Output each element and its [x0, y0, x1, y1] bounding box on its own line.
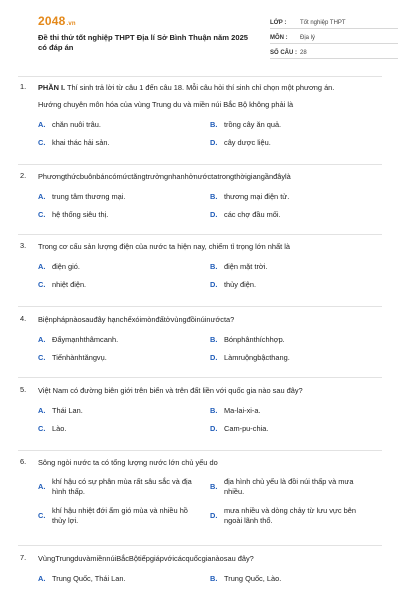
question-4: [18, 314, 382, 363]
option-a[interactable]: A. khí hậu có sự phân mùa rất sâu sắc và địa hình thấp.: [38, 477, 192, 496]
option-a[interactable]: A. Trung Quốc, Thái Lan.: [38, 574, 126, 583]
option-b[interactable]: B. Bónphânthíchhợp.: [210, 335, 285, 344]
question-number: 7.: [20, 553, 27, 562]
question-text: Việt Nam có đường biên giới trên biển và trên đất liền với quốc gia nào sau đây?: [38, 386, 303, 395]
meta-key: LỚP :: [270, 20, 287, 26]
divider: [18, 234, 382, 235]
question-text: Trong cơ cấu sản lượng điện của nước ta hiện nay, chiếm tỉ trọng lớn nhất là: [38, 242, 290, 251]
divider: [18, 76, 382, 77]
option-b[interactable]: B. trồng cây ăn quả.: [210, 120, 282, 129]
option-c[interactable]: C. khai thác hải sản.: [38, 138, 110, 147]
option-c[interactable]: C. hệ thống siêu thị.: [38, 210, 109, 219]
question-text: Sông ngòi nước ta có tổng lượng nước lớn chủ yếu do: [38, 458, 218, 467]
question-5: [18, 385, 382, 434]
answer-options: [18, 335, 382, 363]
option-b[interactable]: B. điện mặt trời.: [210, 262, 268, 271]
option-d[interactable]: D. cây dược liệu.: [210, 138, 271, 147]
option-c[interactable]: C. khí hậu nhiệt đới ẩm gió mùa và nhiều hồ thủy lợi.: [38, 506, 188, 525]
question-text: Phươngthứcbuônbáncómứctăngtrưởngnhanhởnướctatrongthờigiangầnđâylà: [38, 172, 291, 181]
question-6: [18, 457, 382, 526]
question-number: 4.: [20, 314, 27, 323]
meta-row-subject: [270, 29, 398, 44]
question-text: PHẦN I. Thí sinh trả lời từ câu 1 đến câu 18. Mỗi câu hỏi thí sinh chỉ chọn một phương án.: [38, 83, 335, 92]
divider: [18, 377, 382, 378]
option-d[interactable]: D. Làmruộngbậcthang.: [210, 353, 290, 362]
answer-options: [18, 406, 382, 434]
divider: [18, 450, 382, 451]
exam-meta: [270, 14, 398, 59]
exam-header: [18, 0, 382, 56]
divider: [18, 164, 382, 165]
option-c[interactable]: C. Lào.: [38, 424, 67, 433]
option-c[interactable]: C. Tiếnhànhtăngvụ.: [38, 353, 107, 362]
meta-key: MÔN :: [270, 35, 288, 41]
option-b[interactable]: B. địa hình chủ yếu là đồi núi thấp và mưa nhiều.: [210, 477, 354, 496]
meta-row-class: [270, 14, 398, 29]
question-text: VùngTrungduvàmiềnnúiBắcBộtiếpgiápvớicácquốcgianàosau đây?: [38, 554, 254, 563]
option-b[interactable]: B. Trung Quốc, Lào.: [210, 574, 282, 583]
divider: [18, 545, 382, 546]
option-b[interactable]: B. Ma-lai-xi-a.: [210, 406, 261, 415]
answer-options: [18, 120, 382, 148]
question-1: [18, 82, 382, 148]
answer-options: [18, 262, 382, 290]
option-b[interactable]: B. thương mại điện tử.: [210, 192, 290, 201]
option-a[interactable]: A. Đẩymạnhthâmcanh.: [38, 335, 119, 344]
option-a[interactable]: A. điện gió.: [38, 262, 80, 271]
meta-value: Địa lý: [300, 35, 316, 41]
question-stem: Hướng chuyên môn hóa của vùng Trung du và miền núi Bắc Bộ không phải là: [38, 100, 294, 109]
option-d[interactable]: D. các chợ đầu mối.: [210, 210, 281, 219]
option-d[interactable]: D. mưa nhiều và dòng chảy từ lưu vực bên ngoài lãnh thổ.: [210, 506, 356, 525]
meta-key: SỐ CÂU :: [270, 50, 297, 56]
site-logo[interactable]: 2048.vn: [38, 14, 76, 28]
option-d[interactable]: D. thủy điện.: [210, 280, 257, 289]
question-number: 3.: [20, 241, 27, 250]
option-c[interactable]: C. nhiệt điện.: [38, 280, 87, 289]
question-number: 5.: [20, 385, 27, 394]
question-text: Biệnphápnàosauđây hạnchếxóimònđấtởvùngđồinúinướcta?: [38, 315, 235, 324]
meta-value: 28: [300, 50, 307, 56]
answer-options: [18, 574, 382, 584]
question-number: 1.: [20, 82, 27, 91]
question-number: 6.: [20, 457, 27, 466]
meta-row-count: [270, 44, 398, 59]
question-7: [18, 553, 382, 584]
question-number: 2.: [20, 171, 27, 180]
question-3: [18, 241, 382, 290]
meta-value: Tốt nghiệp THPT: [300, 20, 346, 26]
divider: [18, 306, 382, 307]
option-a[interactable]: A. trung tâm thương mại.: [38, 192, 126, 201]
option-a[interactable]: A. chăn nuôi trâu.: [38, 120, 101, 129]
exam-title: Đề thi thử tốt nghiệp THPT Địa lí Sở Bình Thuận năm 2025 có đáp án: [38, 33, 249, 52]
answer-options: [18, 477, 382, 526]
option-a[interactable]: A. Thái Lan.: [38, 406, 83, 415]
option-d[interactable]: D. Cam-pu-chia.: [210, 424, 269, 433]
answer-options: [18, 192, 382, 220]
question-2: [18, 171, 382, 220]
